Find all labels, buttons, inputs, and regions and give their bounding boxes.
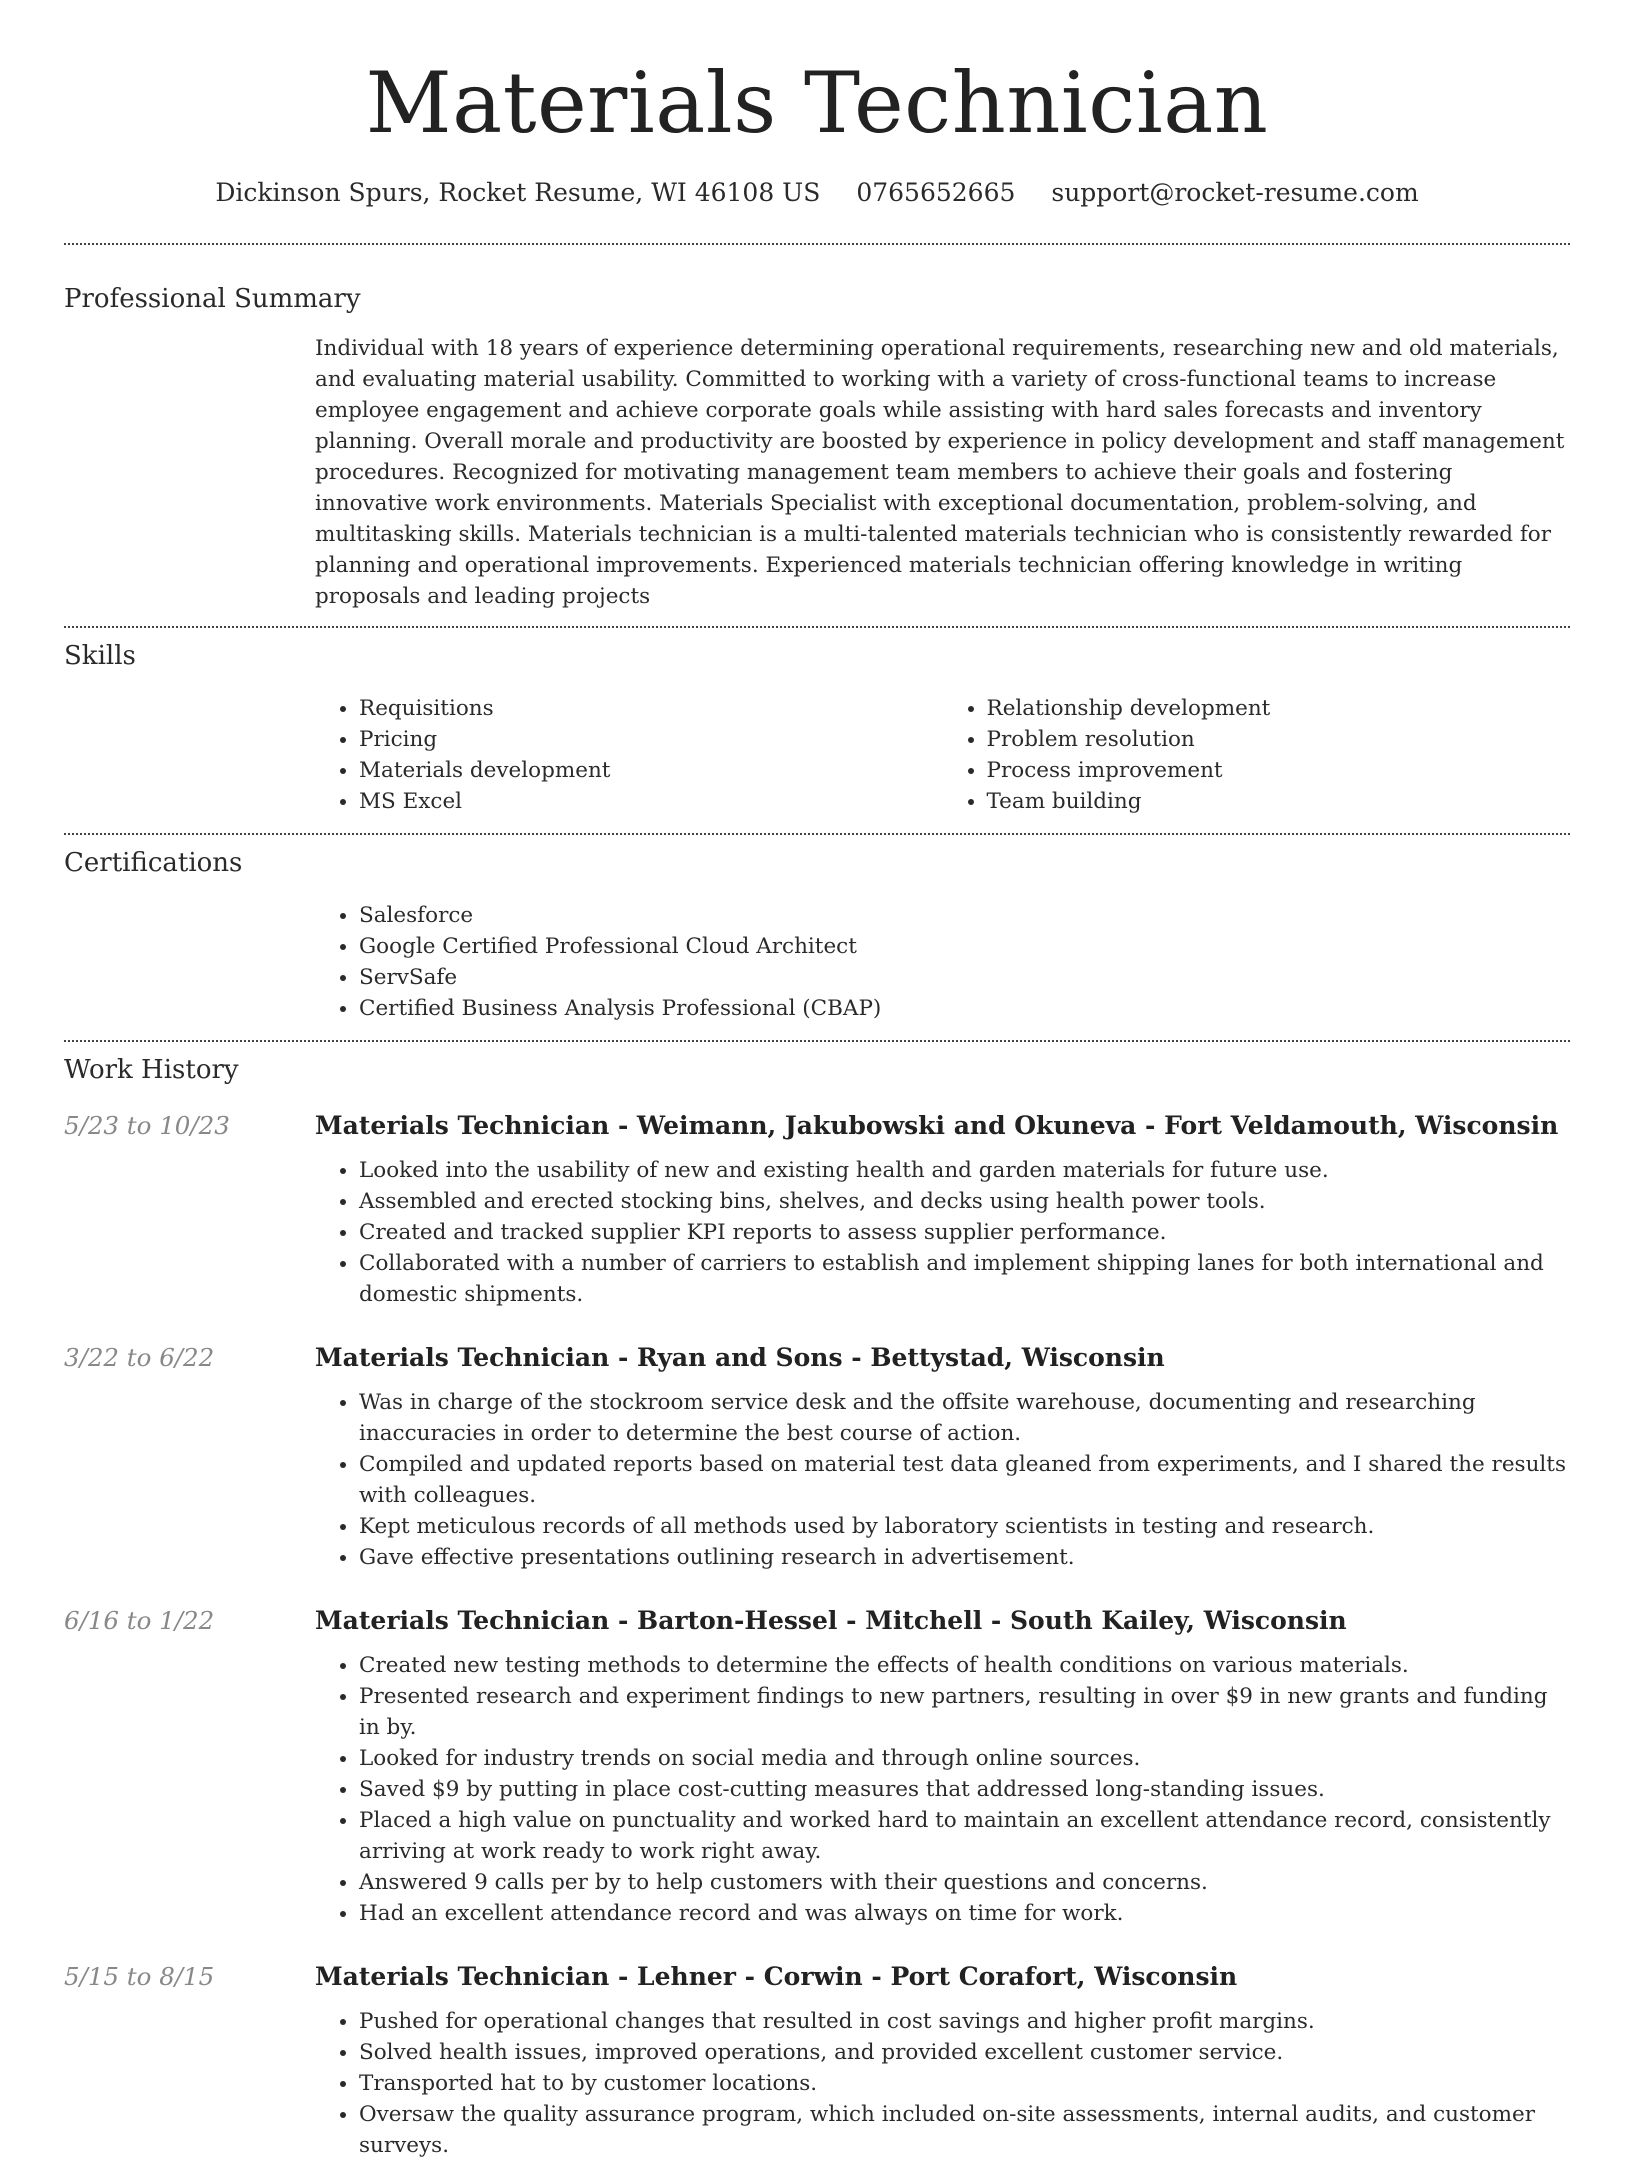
certification-item: • Certified Business Analysis Professional (CBAP) bbox=[359, 993, 1570, 1024]
certifications-list bbox=[315, 900, 1570, 1024]
work-history-section bbox=[64, 1042, 1570, 2161]
job-bullet: • Created and tracked supplier KPI reports to assess supplier performance. bbox=[359, 1217, 1570, 1248]
job-bullet: • Answered 9 calls per by to help customers with their questions and concerns. bbox=[359, 1867, 1570, 1898]
certification-item: • Google Certified Professional Cloud Architect bbox=[359, 931, 1570, 962]
skill-item: • Materials development bbox=[359, 755, 943, 786]
job-bullet: • Gave effective presentations outlining research in advertisement. bbox=[359, 1542, 1570, 1573]
job-bullet: • Transported hat to by customer locations. bbox=[359, 2068, 1570, 2099]
job-title: Materials Technician - Ryan and Sons - Bettystad, Wisconsin bbox=[315, 1343, 1165, 1372]
job-title: Materials Technician - Lehner - Corwin - Port Corafort, Wisconsin bbox=[315, 1962, 1238, 1991]
job-body bbox=[315, 1341, 1570, 1573]
certifications-heading: Certifications bbox=[64, 848, 243, 878]
job-bullets bbox=[315, 1387, 1570, 1573]
skills-column-right bbox=[943, 693, 1571, 817]
skill-item: • Relationship development bbox=[987, 693, 1571, 724]
skills-list bbox=[315, 693, 1570, 817]
skill-item: • MS Excel bbox=[359, 786, 943, 817]
job-dates: 5/23 to 10/23 bbox=[64, 1111, 230, 1140]
summary-text: Individual with 18 years of experience determining operational requirements, researching new and old materials, and evaluating material usability. Committed to working with a variety of cross-functional teams to increase employee engagement and achieve corporate goals while assisting with hard sales forecasts and inventory planning. Overall morale and productivity are boosted by experience in policy development and staff management procedures. Recognized for motivating management team members to achieve their goals and fostering innovative work environments. Materials Specialist with exceptional documentation, problem-solving, and multitasking skills. Materials technician is a multi-talented materials technician who is consistently rewarded for planning and operational improvements. Experienced materials technician offering knowledge in writing proposals and leading projects bbox=[315, 336, 1565, 609]
job-entry bbox=[64, 1960, 1570, 2161]
contact-line bbox=[64, 176, 1570, 210]
job-bullets bbox=[315, 1650, 1570, 1929]
skill-item: • Team building bbox=[987, 786, 1571, 817]
job-bullet: • Had an excellent attendance record and was always on time for work. bbox=[359, 1898, 1570, 1929]
work-history-heading: Work History bbox=[64, 1055, 239, 1085]
certification-item: • Salesforce bbox=[359, 900, 1570, 931]
skills-section bbox=[64, 628, 1570, 817]
contact-address: Dickinson Spurs, Rocket Resume, WI 46108 US bbox=[215, 178, 821, 207]
job-bullet: • Looked into the usability of new and existing health and garden materials for future use. bbox=[359, 1155, 1570, 1186]
job-bullet: • Created new testing methods to determine the effects of health conditions on various materials. bbox=[359, 1650, 1570, 1681]
job-bullet: • Presented research and experiment findings to new partners, resulting in over $9 in new grants and funding in by. bbox=[359, 1681, 1570, 1743]
job-entry bbox=[64, 1604, 1570, 1929]
certification-item: • ServSafe bbox=[359, 962, 1570, 993]
job-entry bbox=[64, 1341, 1570, 1573]
certifications-section bbox=[64, 835, 1570, 1024]
job-dates: 5/15 to 8/15 bbox=[64, 1962, 215, 1991]
certifications-content bbox=[315, 900, 1570, 1024]
skills-heading: Skills bbox=[64, 641, 136, 671]
job-body bbox=[315, 1109, 1570, 1310]
job-title: Materials Technician - Barton-Hessel - Mitchell - South Kailey, Wisconsin bbox=[315, 1606, 1347, 1635]
skills-column-left bbox=[315, 693, 943, 817]
skill-item: • Requisitions bbox=[359, 693, 943, 724]
job-bullets bbox=[315, 2006, 1570, 2161]
job-entry bbox=[64, 1109, 1570, 1310]
job-body bbox=[315, 1960, 1570, 2161]
job-bullet: • Saved $9 by putting in place cost-cutting measures that addressed long-standing issues. bbox=[359, 1774, 1570, 1805]
skill-item: • Problem resolution bbox=[987, 724, 1571, 755]
job-bullet: • Collaborated with a number of carriers to establish and implement shipping lanes for both international and domestic shipments. bbox=[359, 1248, 1570, 1310]
job-bullet: • Compiled and updated reports based on material test data gleaned from experiments, and I shared the results with colleagues. bbox=[359, 1449, 1570, 1511]
skill-item: • Pricing bbox=[359, 724, 943, 755]
contact-email: support@rocket-resume.com bbox=[1051, 178, 1419, 207]
contact-phone: 0765652665 bbox=[856, 178, 1016, 207]
job-bullet: • Looked for industry trends on social media and through online sources. bbox=[359, 1743, 1570, 1774]
job-bullet: • Assembled and erected stocking bins, shelves, and decks using health power tools. bbox=[359, 1186, 1570, 1217]
job-bullet: • Kept meticulous records of all methods used by laboratory scientists in testing and research. bbox=[359, 1511, 1570, 1542]
job-dates: 3/22 to 6/22 bbox=[64, 1343, 215, 1372]
skill-item: • Process improvement bbox=[987, 755, 1571, 786]
job-title: Materials Technician - Weimann, Jakubowski and Okuneva - Fort Veldamouth, Wisconsin bbox=[315, 1111, 1559, 1140]
summary-heading: Professional Summary bbox=[64, 284, 361, 314]
resume-name: Materials Technician bbox=[365, 54, 1269, 152]
job-bullet: • Placed a high value on punctuality and worked hard to maintain an excellent attendance record, consistently arriving at work ready to work right away. bbox=[359, 1805, 1570, 1867]
summary-content bbox=[315, 333, 1570, 612]
job-bullets bbox=[315, 1155, 1570, 1310]
summary-section bbox=[64, 245, 1570, 612]
job-dates: 6/16 to 1/22 bbox=[64, 1606, 215, 1635]
job-bullet: • Oversaw the quality assurance program, which included on-site assessments, internal audits, and customer surveys. bbox=[359, 2099, 1570, 2161]
job-bullet: • Pushed for operational changes that resulted in cost savings and higher profit margins. bbox=[359, 2006, 1570, 2037]
job-body bbox=[315, 1604, 1570, 1929]
resume-page bbox=[64, 0, 1570, 2161]
job-bullet: • Solved health issues, improved operations, and provided excellent customer service. bbox=[359, 2037, 1570, 2068]
job-bullet: • Was in charge of the stockroom service desk and the offsite warehouse, documenting and researching inaccuracies in order to determine the best course of action. bbox=[359, 1387, 1570, 1449]
